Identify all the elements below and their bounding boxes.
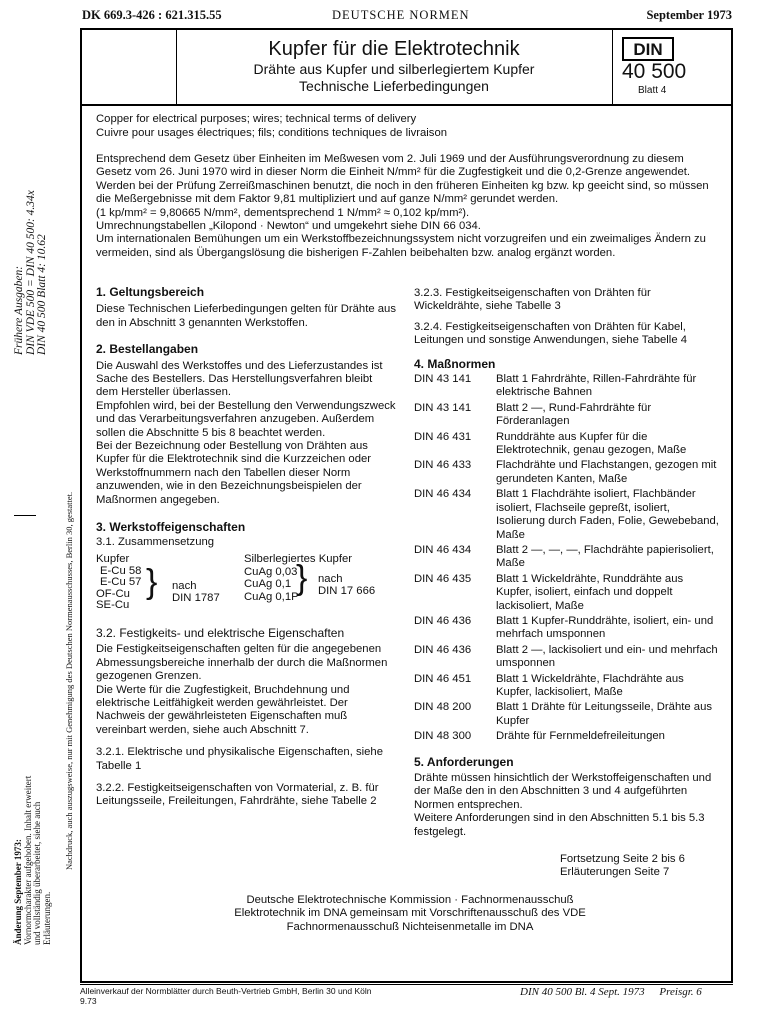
issue-date: September 1973 xyxy=(646,8,732,22)
din-code: DIN 48 200 xyxy=(414,701,472,714)
din-description: Blatt 2 —, —, —, Flachdrähte papierisoliert, Maße xyxy=(496,543,714,570)
footer-right xyxy=(520,986,702,998)
previous-editions-title: Frühere Ausgaben: xyxy=(13,265,25,355)
din-code: DIN 46 431 xyxy=(414,430,472,443)
section-text: Die Auswahl des Werkstoffes und des Lieferzustandes ist Sache des Bestellers. Das Herstellungsverfahren bleibt dem Hersteller überlassen. xyxy=(96,359,383,399)
din-code: DIN 46 435 xyxy=(414,572,472,585)
list-item xyxy=(414,544,719,571)
print-code: 9.73 xyxy=(80,996,97,1006)
din-code: DIN 43 141 xyxy=(414,373,472,386)
list-item xyxy=(414,402,719,429)
din-reference: DIN 1787 xyxy=(172,591,220,604)
din-description: Blatt 1 Drähte für Leitungsseile, Drähte aus Kupfer xyxy=(496,701,713,727)
footer-left xyxy=(80,986,372,1006)
committee-line: Fachnormenausschuß Nichteisenmetalle im DNA xyxy=(286,920,534,933)
header-divider xyxy=(612,30,613,104)
list-item xyxy=(414,573,719,613)
section-text: Empfohlen wird, bei der Bestellung den Verwendungszweck und das Verarbeitungsverfahren anzugeben. Außerdem sollen die Abschnitte 5 bis 8 beachtet werden. xyxy=(96,399,396,439)
kupfer-label: Kupfer xyxy=(96,552,130,565)
sheet-number: Blatt 4 xyxy=(638,85,667,96)
section-text: Weitere Anforderungen sind in den Abschnitten 5.1 bis 5.3 festgelegt. xyxy=(414,812,705,838)
list-item xyxy=(414,459,719,486)
din-code: DIN 46 433 xyxy=(414,459,472,472)
din-code: DIN 46 434 xyxy=(414,543,472,556)
change-note-line: Vornormcharakter aufgehoben. Inhalt erweitert xyxy=(22,775,33,945)
series-name: DEUTSCHE NORMEN xyxy=(332,8,470,22)
intro-paragraph: Werden bei der Prüfung Zerreißmaschinen benutzt, die noch in den früheren Einheiten kg bzw. kp geeicht sind, so müssen die Meßergebnisse mit dem Faktor 9,81 multipliziert und auf ganze N/mm² gerundet werden. xyxy=(96,179,709,206)
list-item xyxy=(414,673,719,700)
section-heading: 3. Werkstoffeigenschaften xyxy=(96,520,246,535)
din-logo: DIN xyxy=(622,37,674,61)
committee-line: Deutsche Elektrotechnische Kommission · Fachnormenausschuß Elektrotechnik im DNA gemeinsam mit Vorschriftenausschuß des VDE xyxy=(234,894,586,920)
change-note-line: Erläuterungen. xyxy=(41,891,52,945)
list-item xyxy=(414,488,719,542)
sales-note: Alleinverkauf der Normblätter durch Beuth-Vertrieb GmbH, Berlin 30 und Köln xyxy=(80,986,372,996)
section-text: Die Werte für die Zugfestigkeit, Bruchdehnung und elektrische Leitfähigkeit werden gewährleistet. Der Nachweis der gewährleisteten Eigenschaften muß vereinbart werden, siehe auch Abschnitt 7. xyxy=(96,683,350,736)
reprint-notice: Nachdruck, auch auszugsweise, nur mit Genehmigung des Deutschen Normenausschusses, Berlin 30, gestattet. xyxy=(64,491,74,870)
section-text: Drähte müssen hinsichtlich der Werkstoffeigenschaften und der Maße den in den Abschnitten 3 und 4 aufgeführten Normen entsprechen. xyxy=(414,772,712,811)
silber-reference xyxy=(318,573,375,597)
section-heading: 2. Bestellangaben xyxy=(96,342,199,357)
section-text: 3.2.1. Elektrische und physikalische Eigenschaften, siehe Tabelle 1 xyxy=(96,746,383,772)
continuation-line: Fortsetzung Seite 2 bis 6 xyxy=(560,853,685,865)
din-description: Flachdrähte und Flachstangen, gezogen mit gerundeten Kanten, Maße xyxy=(496,459,717,485)
subsection-heading: 3.1. Zusammensetzung xyxy=(96,535,215,548)
kupfer-list xyxy=(96,564,142,612)
material-code: OF-Cu xyxy=(96,587,130,600)
document-subtitle-2: Technische Lieferbedingungen xyxy=(299,78,489,94)
document-reference: DIN 40 500 Bl. 4 Sept. 1973 xyxy=(520,986,645,998)
material-code: SE-Cu xyxy=(96,599,130,612)
section-heading: 5. Anforderungen xyxy=(414,754,514,769)
din-code: DIN 46 436 xyxy=(414,643,472,656)
previous-edition-line: DIN 40 500 Blatt 4: 10.62 xyxy=(36,234,48,355)
left-column xyxy=(96,286,396,809)
din-description: Drähte für Fernmeldefreileitungen xyxy=(496,730,665,743)
composition-table xyxy=(96,553,396,617)
intro-paragraph: Um internationalen Bemühungen um ein Werkstoffbezeichnungssystem nicht vorzugreifen und ein zweimaliges Ändern zu vermeiden, sind als Übergangslösung die bisherigen F-Zahlen beibehalten bzw. analog ergänzt worden. xyxy=(96,233,706,259)
din-code: DIN 46 436 xyxy=(414,614,472,627)
section-text: 3.2.4. Festigkeitseigenschaften von Drähten für Kabel, Leitungen und sonstige Anwendungen, siehe Tabelle 4 xyxy=(414,320,688,347)
silber-label: Silberlegiertes Kupfer xyxy=(244,552,353,565)
standards-list xyxy=(414,373,719,744)
list-item xyxy=(414,615,719,642)
section-text: 3.2.2. Festigkeitseigenschaften von Vormaterial, z. B. für Leitungsseile, Freileitungen, Fahrdrähte, siehe Tabelle 2 xyxy=(96,781,379,808)
material-code: CuAg 0,1 xyxy=(244,578,292,591)
section-text: 3.2.3. Festigkeitseigenschaften von Drähten für Wickeldrähte, siehe Tabelle 3 xyxy=(414,287,651,313)
list-item xyxy=(414,373,719,400)
din-code: DIN 48 300 xyxy=(414,730,472,743)
change-note xyxy=(14,776,52,945)
silber-list xyxy=(244,566,299,604)
intro-paragraph: Umrechnungstabellen „Kilopond · Newton“ und umgekehrt siehe DIN 66 034. xyxy=(96,220,481,233)
material-code: E-Cu 58 xyxy=(100,564,142,577)
change-note-line: und vollständig überarbeitet, siehe auch xyxy=(32,801,42,945)
section-heading: 1. Geltungsbereich xyxy=(96,285,205,299)
document-title-block xyxy=(178,38,610,95)
list-item xyxy=(414,644,719,671)
din-reference: DIN 17 666 xyxy=(318,584,376,597)
din-description: Blatt 1 Kupfer-Runddrähte, isoliert, ein- und mehrfach umsponnen xyxy=(496,614,714,641)
material-code: E-Cu 57 xyxy=(100,576,142,589)
document-title: Kupfer für die Elektrotechnik xyxy=(268,38,520,60)
document-topline xyxy=(82,8,732,26)
din-description: Blatt 2 —, Rund-Fahrdrähte für Förderanlagen xyxy=(496,401,652,428)
translations xyxy=(96,113,716,140)
din-description: Blatt 1 Fahrdrähte, Rillen-Fahrdrähte für elektrische Bahnen xyxy=(496,373,697,399)
intro-paragraph: (1 kp/mm² = 9,80665 N/mm², dementsprechend 1 N/mm² ≈ 0,102 kp/mm²). xyxy=(96,206,470,219)
din-code: DIN 46 434 xyxy=(414,488,472,501)
din-code: DIN 43 141 xyxy=(414,401,472,414)
dk-classification: DK 669.3-426 : 621.315.55 xyxy=(82,8,222,22)
margin-divider xyxy=(14,515,36,516)
section-text: Die Festigkeitseigenschaften gelten für die angegebenen Abmessungsbereiche innerhalb der durch die Maßnormen gezogenen Grenzen. xyxy=(96,643,388,683)
section-text: Bei der Bezeichnung oder Bestellung von Drähten aus Kupfer für die Elektrotechnik sind die Kurzzeichen oder Werkstoffnummern nach den Tabellen dieser Norm anzuwenden, wie in den Bezeichnungsbeispielen der Maßnormen angegeben. xyxy=(96,440,372,506)
intro-paragraph: Entsprechend dem Gesetz über Einheiten im Meßwesen vom 2. Juli 1969 und der Ausführungsverordnung zu diesem Gesetz vom 26. Juni 1970 wird in dieser Norm die Einheit N/mm² für die Zugfestigkeit und die 0,2-Grenze angewendet. xyxy=(96,153,691,179)
din-description: Runddrähte aus Kupfer für die Elektrotechnik, genau gezogen, Maße xyxy=(496,430,687,457)
kupfer-reference xyxy=(172,580,220,604)
header-left-cell xyxy=(82,30,177,104)
din-code: DIN 46 451 xyxy=(414,672,472,685)
brace-icon: } xyxy=(296,558,308,597)
french-title: Cuivre pour usages électriques; fils; conditions techniques de livraison xyxy=(96,126,448,139)
nach-label: nach xyxy=(172,579,197,592)
brace-icon: } xyxy=(146,562,158,601)
material-code: CuAg 0,03 xyxy=(244,565,298,578)
section-text: Diese Technischen Lieferbedingungen gelten für Drähte aus den in Abschnitt 3 genannten Werkstoffen. xyxy=(96,303,396,329)
continuation-line: Erläuterungen Seite 7 xyxy=(560,866,670,879)
intro-text xyxy=(96,153,721,260)
din-description: Blatt 1 Wickeldrähte, Flachdrähte aus Kupfer, lackisoliert, Maße xyxy=(496,672,684,698)
material-code: CuAg 0,1P xyxy=(244,590,299,603)
din-number: 40 500 xyxy=(622,60,687,83)
din-description: Blatt 2 —, lackisoliert und ein- und mehrfach umsponnen xyxy=(496,643,718,670)
list-item xyxy=(414,701,719,728)
previous-edition-line: DIN VDE 500 = DIN 40 500: 4.34x xyxy=(24,190,37,355)
din-description: Blatt 1 Wickeldrähte, Runddrähte aus Kupfer, isoliert, einfach und doppelt lackisoliert, Maße xyxy=(496,572,684,612)
committee-note xyxy=(210,894,610,934)
right-column xyxy=(414,287,719,839)
list-item xyxy=(414,730,719,743)
price-group: Preisgr. 6 xyxy=(659,986,702,998)
change-note-title: Änderung September 1973: xyxy=(13,839,23,945)
english-title: Copper for electrical purposes; wires; technical terms of delivery xyxy=(96,113,417,125)
section-heading: 4. Maßnormen xyxy=(414,356,496,371)
list-item xyxy=(414,431,719,458)
previous-editions xyxy=(14,190,49,355)
document-subtitle: Drähte aus Kupfer und silberlegiertem Kupfer xyxy=(253,61,535,77)
continuation-note xyxy=(560,853,720,880)
subsection-heading: 3.2. Festigkeits- und elektrische Eigenschaften xyxy=(96,625,345,640)
nach-label: nach xyxy=(318,572,343,585)
footer-rule xyxy=(80,984,733,985)
din-description: Blatt 1 Flachdrähte isoliert, Flachbänder isoliert, Flachseile gepreßt, isoliert, Isolierung durch Faden, Folie, Gewebeband, Maße xyxy=(496,488,719,541)
